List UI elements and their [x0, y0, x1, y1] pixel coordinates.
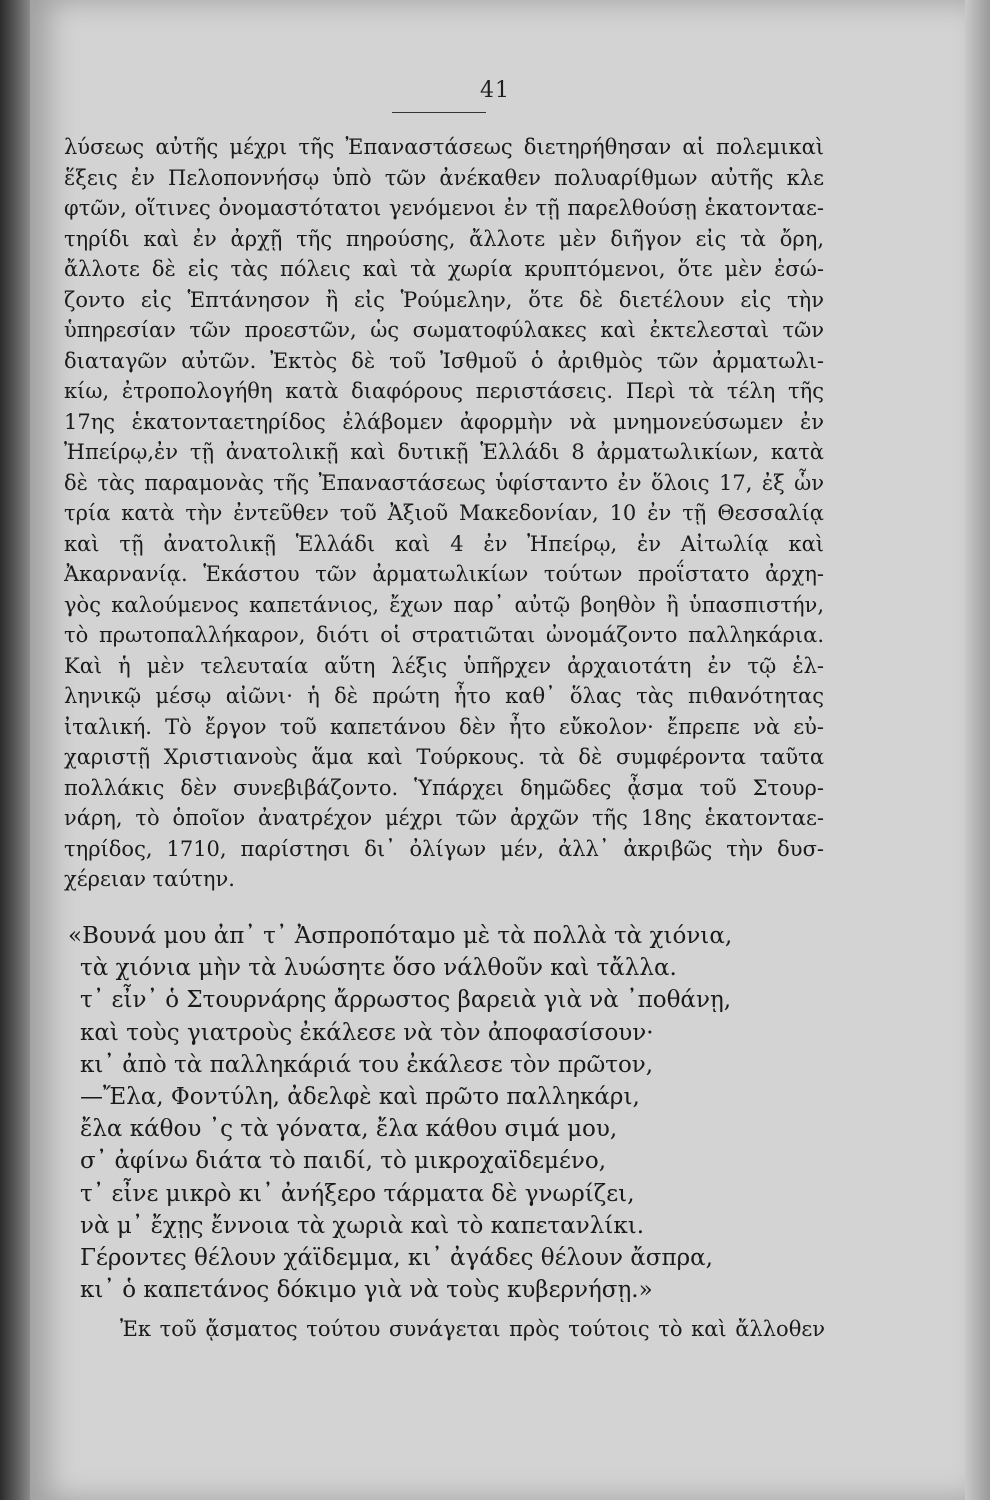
poem-line: κι᾽ ἀπὸ τὰ παλληκάριά του ἐκάλεσε τὸν πρῶτον, — [80, 1051, 654, 1078]
prose-line: ἰταλική. Τὸ ἔργον τοῦ καπετάνου δὲν ἦτο εὔκολον· ἔπρεπε νὰ εὐ- — [64, 714, 824, 739]
prose-line: πολλάκις δὲν συνεβιβάζοντο. Ὑπάρχει δημῶδες ᾆσμα τοῦ Στουρ- — [64, 775, 824, 800]
page-number-rule — [392, 112, 486, 113]
prose-line: τηρίδι καὶ ἐν ἀρχῇ τῆς πηρούσης, ἄλλοτε μὲν διῆγον εἰς τὰ ὄρη, — [64, 226, 824, 251]
prose-line: ληνικῷ μέσῳ αἰῶνι· ἡ δὲ πρώτη ἦτο καθ᾽ ὅλας τὰς πιθανότητας — [64, 684, 824, 708]
page-edge — [965, 0, 990, 1500]
prose-line: ἄλλοτε δὲ εἰς τὰς πόλεις καὶ τὰ χωρία κρυπτόμενοι, ὅτε μὲν ἐσώ- — [64, 257, 824, 281]
prose-line: δὲ τὰς παραμονὰς τῆς Ἐπαναστάσεως ὑφίσταντο ἐν ὅλοις 17, ἐξ ὧν — [64, 470, 824, 495]
poem-line: τ᾽ εἶν᾽ ὁ Στουρνάρης ἄρρωστος βαρειὰ γιὰ νὰ ᾽ποθάνῃ, — [80, 987, 732, 1014]
prose-line: τηρίδος, 1710, παρίστησι δι᾽ ὀλίγων μέν, ἀλλ᾽ ἀκριβῶς τὴν δυσ- — [64, 836, 824, 861]
page-number: 41 — [480, 78, 510, 103]
prose-line: ὑπηρεσίαν τῶν προεστῶν, ὡς σωματοφύλακες καὶ ἐκτελεσταὶ τῶν — [64, 318, 824, 342]
prose-line: τρία κατὰ τὴν ἐντεῦθεν τοῦ Ἀξιοῦ Μακεδονίαν, 10 ἐν τῇ Θεσσαλίᾳ — [64, 501, 824, 525]
poem-line: νὰ μ᾽ ἔχῃς ἔννοια τὰ χωριὰ καὶ τὸ καπετανλίκι. — [80, 1212, 645, 1239]
prose-line: νάρη, τὸ ὁποῖον ἀνατρέχον μέχρι τῶν ἀρχῶν τῆς 18ης ἑκατονταε- — [64, 806, 824, 830]
poem-line: κι᾽ ὁ καπετάνος δόκιμο γιὰ νὰ τοὺς κυβερνήσῃ.» — [80, 1277, 653, 1304]
poem-line: τὰ χιόνια μὴν τὰ λυώσητε ὅσο νάλθοῦν καὶ τἄλλα. — [80, 955, 677, 982]
poem-line: τ᾽ εἶνε μικρὸ κι᾽ ἀνήξερο τάρματα δὲ γνωρίζει, — [80, 1180, 635, 1207]
prose-line: ζοντο εἰς Ἑπτάνησον ἢ εἰς Ῥούμελην, ὅτε δὲ διετέλουν εἰς τὴν — [64, 287, 824, 312]
poem-line: καὶ τοὺς γιατροὺς ἐκάλεσε νὰ τὸν ἀποφασίσουν· — [80, 1019, 654, 1046]
prose-line: χαριστῇ Χριστιανοὺς ἅμα καὶ Τούρκους. τὰ δὲ συμφέροντα ταῦτα — [64, 745, 824, 769]
prose-line: Ἀκαρνανίᾳ. Ἑκάστου τῶν ἀρματωλικίων τούτων προΐστατο ἀρχη- — [64, 562, 824, 586]
prose-line: καὶ τῇ ἀνατολικῇ Ἑλλάδι καὶ 4 ἐν Ἠπείρῳ, ἐν Αἰτωλίᾳ καὶ — [64, 531, 824, 556]
poem-line: ἔλα κάθου ᾽ς τὰ γόνατα, ἔλα κάθου σιμά μου, — [80, 1116, 618, 1143]
prose-line: φτῶν, οἵτινες ὀνομαστότατοι γενόμενοι ἐν τῇ παρελθούσῃ ἑκατονταε- — [64, 196, 824, 220]
poem-line: —Ἔλα, Φοντύλη, ἀδελφὲ καὶ πρῶτο παλληκάρι, — [80, 1084, 640, 1111]
poem-line: «Βουνά μου ἀπ᾽ τ᾽ Ἀσπροπόταμο μὲ τὰ πολλὰ τὰ χιόνια, — [68, 923, 733, 949]
closing-line: Ἐκ τοῦ ᾄσματος τούτου συνάγεται πρὸς τούτοις τὸ καὶ ἄλλοθεν — [120, 1317, 825, 1341]
prose-line: 17ης ἑκατονταετηρίδος ἐλάβομεν ἀφορμὴν νὰ μνημονεύσωμεν ἐν — [64, 409, 824, 434]
prose-line: τὸ πρωτοπαλλήκαρον, διότι οἱ στρατιῶται ὠνομάζοντο παλληκάρια. — [64, 623, 824, 647]
prose-line: διαταγῶν αὐτῶν. Ἐκτὸς δὲ τοῦ Ἰσθμοῦ ὁ ἀριθμὸς τῶν ἀρματωλι- — [64, 348, 824, 373]
prose-line: Ἠπείρῳ,ἐν τῇ ἀνατολικῇ καὶ δυτικῇ Ἑλλάδι 8 ἀρματωλικίων, κατὰ — [64, 440, 824, 464]
poem-line: Γέροντες θέλουν χάϊδεμμα, κι᾽ ἀγάδες θέλουν ἄσπρα, — [80, 1245, 713, 1272]
prose-line: ἕξεις ἐν Πελοποννήσῳ ὑπὸ τῶν ἀνέκαθεν πολυαρίθμων αὐτῆς κλε — [64, 165, 824, 190]
poem-line: σ᾽ ἀφίνω διάτα τὸ παιδί, τὸ μικροχαϊδεμένο, — [80, 1148, 607, 1175]
prose-line: γὸς καλούμενος καπετάνιος, ἔχων παρ᾽ αὐτῷ βοηθὸν ἢ ὑπασπιστήν, — [64, 592, 824, 617]
prose-paragraph — [64, 132, 824, 895]
prose-line: χέρειαν ταύτην. — [64, 867, 235, 891]
folk-song-poem — [68, 920, 838, 1306]
prose-line: λύσεως αὐτῆς μέχρι τῆς Ἐπαναστάσεως διετηρήθησαν αἱ πολεμικαὶ — [64, 135, 824, 159]
prose-line: Καὶ ἡ μὲν τελευταία αὕτη λέξις ὑπῆρχεν ἀρχαιοτάτη ἐν τῷ ἑλ- — [64, 653, 824, 678]
prose-line: κίω, ἐτροπολογήθη κατὰ διαφόρους περιστάσεις. Περὶ τὰ τέλη τῆς — [64, 379, 824, 403]
